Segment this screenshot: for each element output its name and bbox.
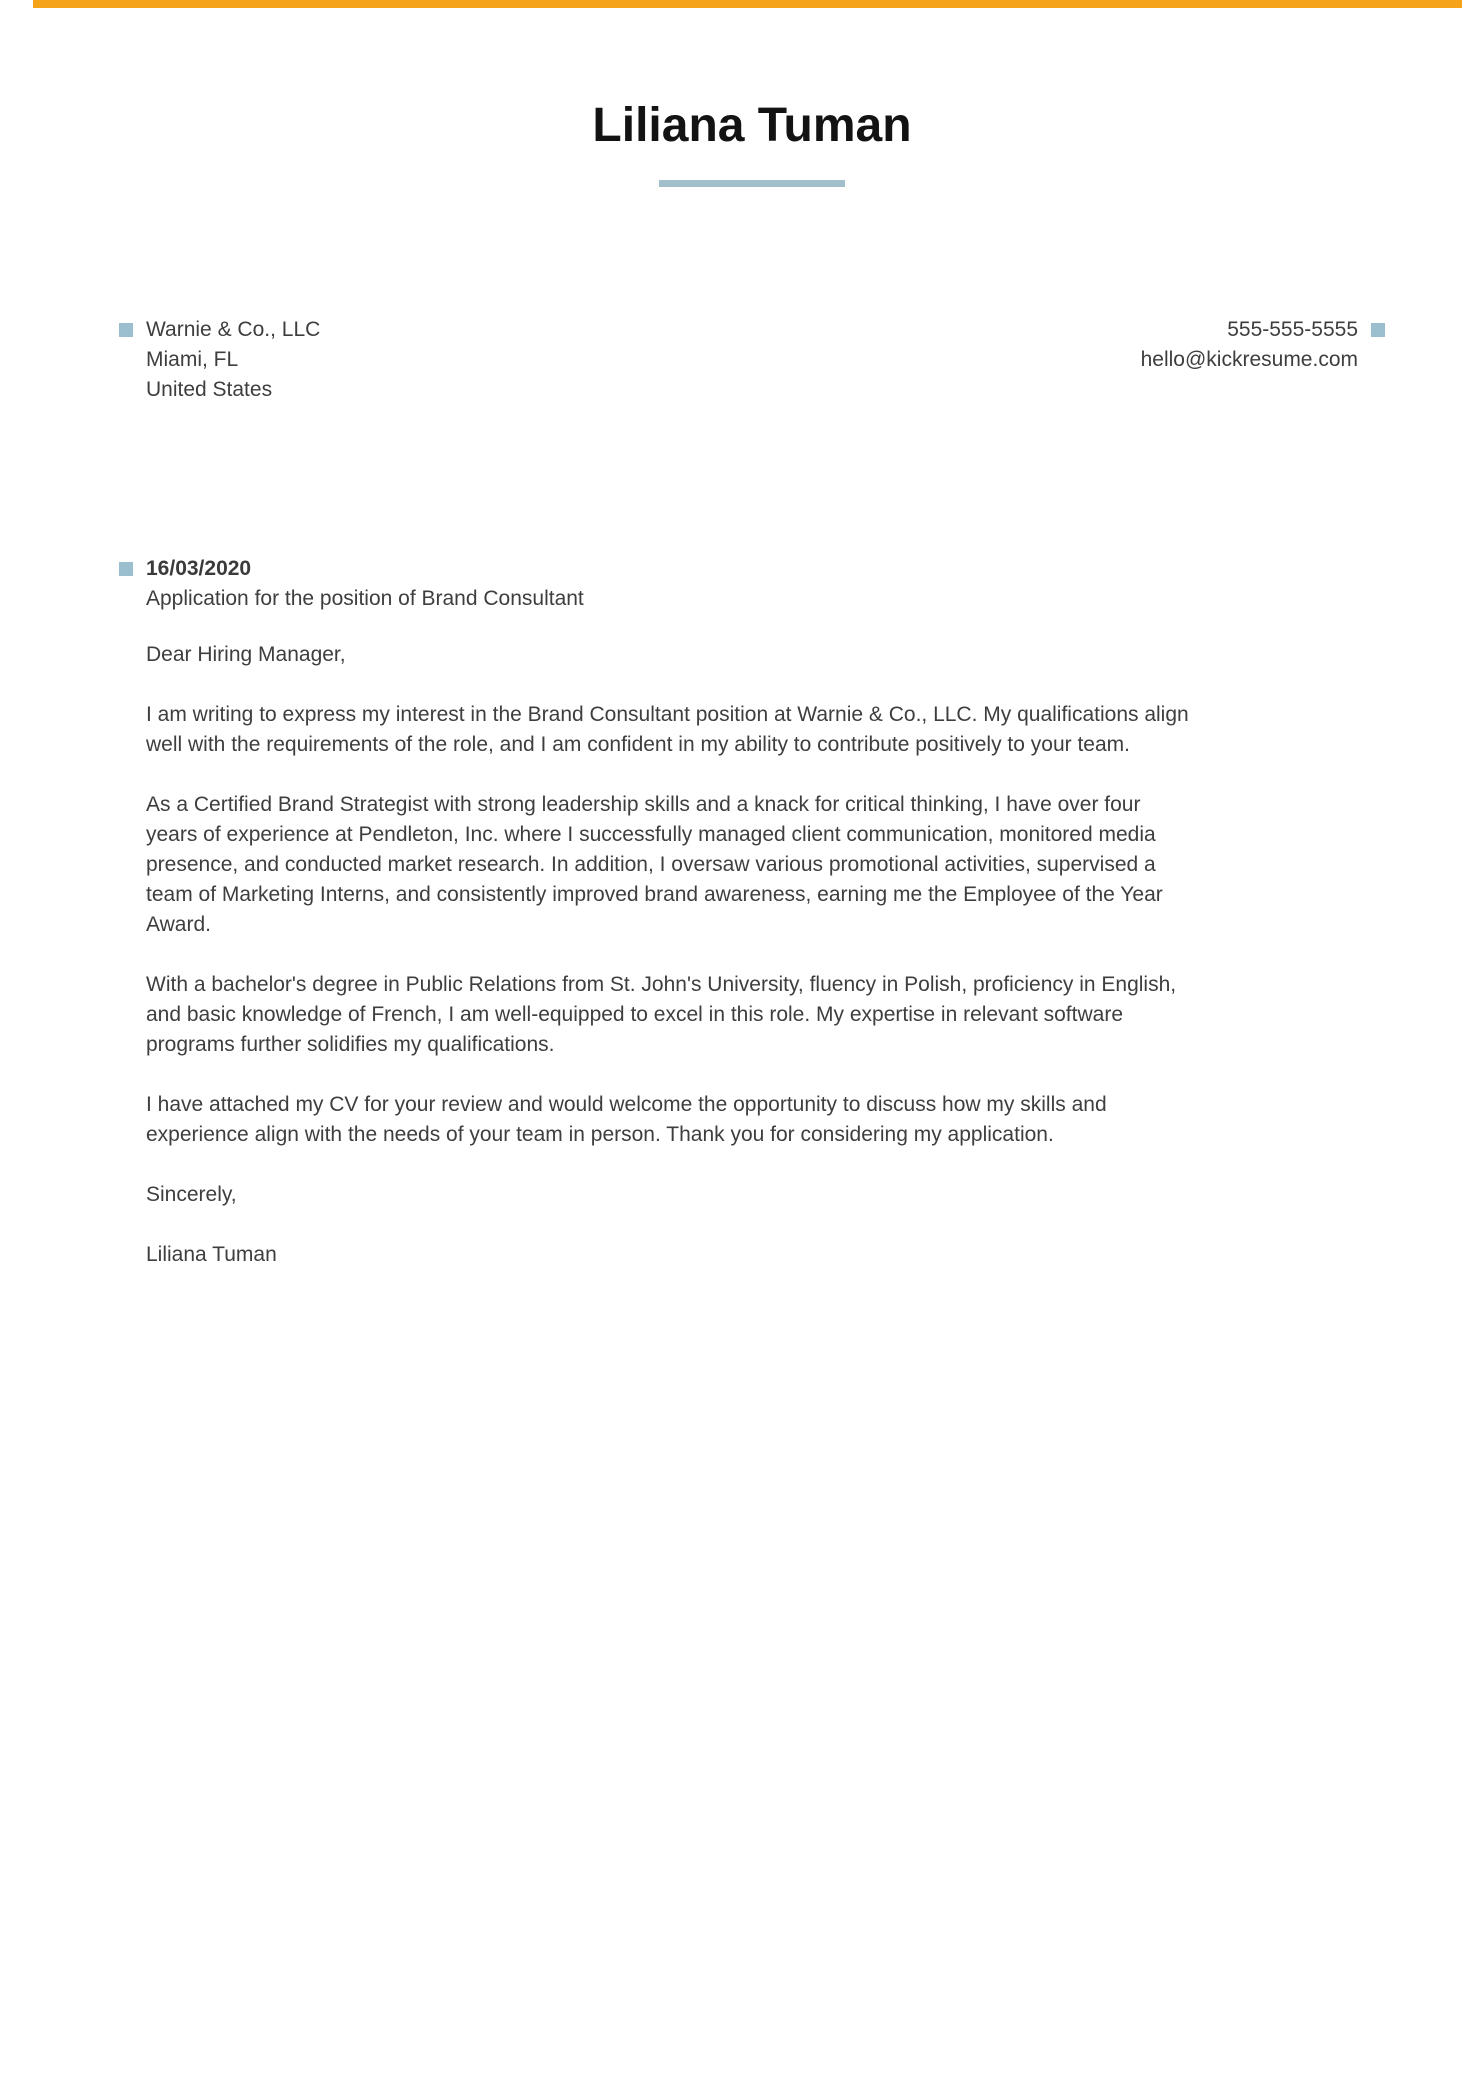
sender-email: hello@kickresume.com [1140,348,1358,371]
closing: Sincerely, [146,1183,237,1206]
title-underline [659,180,845,187]
signature: Liliana Tuman [146,1243,277,1266]
bullet-square-icon [1371,323,1385,337]
recipient-country: United States [146,378,273,401]
paragraph: I am writing to express my interest in the Brand Consultant position at Warnie & Co., LLC. My qualifications align well with the requirements of the role, and I am confident in my ability to contribute positively to your team. [146,703,1189,756]
top-accent-bar [33,0,1462,8]
paragraph: I have attached my CV for your review and would welcome the opportunity to discuss how my skills and experience align with the needs of your team in person. Thank you for considering my application. [146,1093,1107,1146]
recipient-company: Warnie & Co., LLC [146,318,321,341]
letter-subject: Application for the position of Brand Consultant [146,587,584,610]
page-title: Liliana Tuman [592,99,912,152]
paragraph: As a Certified Brand Strategist with strong leadership skills and a knack for critical thinking, I have over four years of experience at Pendleton, Inc. where I successfully managed client communication, monitored media presence, and conducted market research. In addition, I oversaw various promotional activities, supervised a team of Marketing Interns, and consistently improved brand awareness, earning me the Employee of the Year Award. [146,793,1163,936]
sender-phone: 555-555-5555 [1227,318,1358,341]
bullet-square-icon [119,323,133,337]
letter-date-row [146,554,1358,584]
bullet-square-icon [119,562,133,576]
recipient-city: Miami, FL [146,348,239,371]
recipient-block [146,315,320,405]
contact-section [146,315,1358,405]
header [146,100,1358,187]
letter-body [146,640,1361,1270]
paragraph: With a bachelor's degree in Public Relations from St. John's University, fluency in Polish, proficiency in English, and basic knowledge of French, I am well-equipped to excel in this role. My expertise in relevant software programs further solidifies my qualifications. [146,973,1177,1056]
letter-date: 16/03/2020 [146,557,252,580]
sender-contact-block [1141,315,1358,405]
salutation: Dear Hiring Manager, [146,643,346,666]
date-subject-block [146,554,1358,614]
